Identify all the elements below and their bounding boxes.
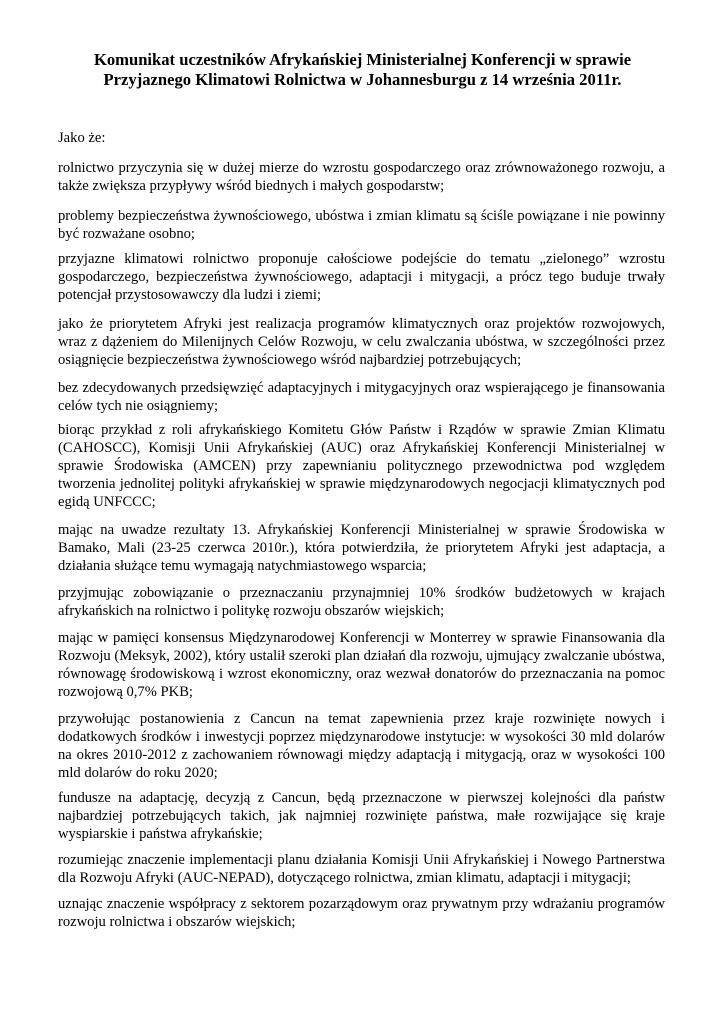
paragraph-12: rozumiejąc znaczenie implementacji planu działania Komisji Unii Afrykańskiej i Nowego Partnerstwa dla Rozwoju Afryki (AUC-NEPAD), dotyczącego rolnictwa, zmian klimatu, adaptacji i mitygacji; [58, 852, 665, 886]
paragraph-8: przyjmując zobowiązanie o przeznaczaniu przynajmniej 10% środków budżetowych w krajach afrykańskich na rolnictwo i politykę rozwoju obszarów wiejskich; [58, 585, 665, 619]
paragraph-1: rolnictwo przyczynia się w dużej mierze do wzrostu gospodarczego oraz zrównoważonego rozwoju, a także zwiększa przypływy wśród biednych i małych gospodarstw; [58, 160, 665, 194]
paragraph-2: problemy bezpieczeństwa żywnościowego, ubóstwa i zmian klimatu są ściśle powiązane i nie powinny być rozważane osobno; [58, 208, 665, 242]
paragraph-9: mając w pamięci konsensus Międzynarodowej Konferencji w Monterrey w sprawie Finansowania dla Rozwoju (Meksyk, 2002), który ustalił szeroki plan działań dla rozwoju, ujmujący zwalczanie ubóstwa, równowagę środowiskową i wzrost ekonomiczny, oraz wezwał donatorów do przeznaczania na pomoc rozwojową 0,7% PKB; [58, 630, 665, 700]
paragraph-7: mając na uwadze rezultaty 13. Afrykańskiej Konferencji Ministerialnej w sprawie Środowiska w Bamako, Mali (23-25 czerwca 2010r.), która potwierdziła, że priorytetem Afryki jest adaptacja, a działania służące temu wymagają natychmiastowego wsparcia; [58, 522, 665, 574]
paragraph-5: bez zdecydowanych przedsięwzięć adaptacyjnych i mitygacyjnych oraz wspierającego je finansowania celów tych nie osiągniemy; [58, 380, 665, 414]
paragraph-4: jako że priorytetem Afryki jest realizacja programów klimatycznych oraz projektów rozwojowych, wraz z dążeniem do Milenijnych Celów Rozwoju, w celu zwalczania ubóstwa, w szczególności przez osiągnięcie bezpieczeństwa żywnościowego wśród najbardziej potrzebujących; [58, 316, 665, 368]
paragraph-13: uznając znaczenie współpracy z sektorem pozarządowym oraz prywatnym przy wdrażaniu programów rozwoju rolnictwa i obszarów wiejskich; [58, 896, 665, 930]
document-title: Komunikat uczestników Afrykańskiej Ministerialnej Konferencji w sprawie Przyjaznego Klimatowi Rolnictwa w Johannesburgu z 14 września 2011r. [93, 50, 632, 89]
paragraph-10: przywołując postanowienia z Cancun na temat zapewnienia przez kraje rozwinięte nowych i dodatkowych środków i inwestycji poprzez międzynarodowe instytucje: w wysokości 30 mld dolarów na okres 2010-2012 z zachowaniem równowagi między adaptacją i mitygacją, oraz w wysokości 100 mld dolarów do roku 2020; [58, 711, 665, 781]
paragraph-11: fundusze na adaptację, decyzją z Cancun, będą przeznaczone w pierwszej kolejności dla państw najbardziej potrzebujących takich, jak najmniej rozwinięte państwa, małe rozwijające się kraje wyspiarskie i państwa afrykańskie; [58, 790, 665, 842]
intro-text: Jako że: [58, 130, 106, 146]
paragraph-6: biorąc przykład z roli afrykańskiego Komitetu Głów Państw i Rządów w sprawie Zmian Klimatu (CAHOSCC), Komisji Unii Afrykańskiej (AUC) oraz Afrykańskiej Konferencji Ministerialnej w sprawie Środowiska (AMCEN) przy zapewnianiu politycznego przewodnictwa pod względem tworzenia jednolitej polityki afrykańskiej w sprawie międzynarodowych negocjacji klimatycznych pod egidą UNFCCC; [58, 422, 665, 510]
paragraph-3: przyjazne klimatowi rolnictwo proponuje całościowe podejście do tematu „zielonego” wzrostu gospodarczego, bezpieczeństwa żywnościowego, adaptacji i mitygacji, a prócz tego buduje trwały potencjał przystosowawczy dla ludzi i ziemi; [58, 251, 665, 303]
